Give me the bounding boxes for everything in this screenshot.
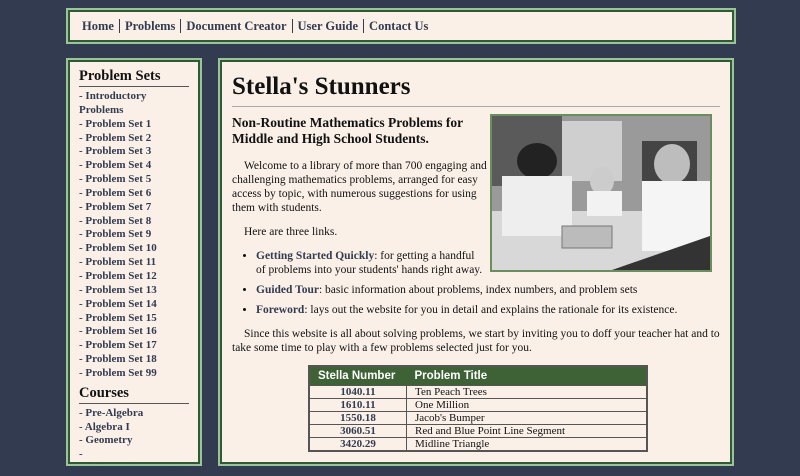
sidebar-item-set-12[interactable]: [79, 270, 190, 284]
sidebar-item-set-5[interactable]: [79, 173, 190, 187]
link-description: : basic information about problems, index numbers, and problem sets: [318, 284, 638, 296]
problem-link[interactable]: 3420.29: [340, 438, 376, 450]
problem-title-cell: Red and Blue Point Line Segment: [407, 425, 648, 438]
sidebar-item-set-7[interactable]: [79, 201, 190, 215]
sidebar-item-set-9[interactable]: [79, 228, 190, 242]
stella-number-cell[interactable]: [309, 386, 407, 399]
sidebar-item-set-10[interactable]: [79, 242, 190, 256]
sidebar-link[interactable]: - Problem Set 4: [79, 159, 152, 172]
sidebar-link[interactable]: - Problem Set 17: [79, 339, 157, 352]
sidebar-item-set-13[interactable]: [79, 284, 190, 298]
nav-document-creator-link[interactable]: Document Creator: [180, 19, 291, 33]
problem-title-cell: Midline Triangle: [407, 438, 648, 452]
sidebar-link[interactable]: - Pre-Algebra: [79, 406, 144, 419]
list-item: [256, 249, 486, 277]
column-header-stella-number: Stella Number: [309, 366, 407, 386]
sidebar-item-set-8[interactable]: [79, 215, 190, 229]
problem-title-cell: Ten Peach Trees: [407, 386, 648, 399]
sidebar-link[interactable]: - Algebra I: [79, 420, 130, 433]
table-row: [309, 412, 647, 425]
photo-image-icon: [492, 116, 710, 270]
table-row: [309, 386, 647, 399]
list-item: [256, 283, 720, 297]
sidebar-link[interactable]: - Problem Set 14: [79, 297, 157, 310]
sidebar-link[interactable]: - Problem Set 3: [79, 145, 152, 158]
stella-number-cell[interactable]: [309, 412, 407, 425]
column-header-problem-title: Problem Title: [407, 366, 648, 386]
top-navigation-bar: [68, 10, 734, 42]
guided-tour-link[interactable]: Guided Tour: [256, 284, 319, 296]
sidebar: [68, 60, 200, 475]
getting-started-link[interactable]: Getting Started Quickly: [256, 250, 375, 262]
sidebar-link[interactable]: - Problem Set 7: [79, 200, 152, 213]
sidebar-link[interactable]: - Problem Set 99: [79, 366, 157, 379]
classroom-photo: [490, 114, 712, 272]
problem-link[interactable]: 1040.11: [340, 386, 376, 398]
links-intro: Here are three links.: [244, 226, 338, 238]
link-description: : for getting a handful of problems into your students' hands right away.: [256, 250, 483, 276]
sidebar-link[interactable]: - Problem Set 11: [79, 256, 157, 269]
sidebar-link[interactable]: - Problem Set 2: [79, 131, 152, 144]
sidebar-item-set-1[interactable]: [79, 118, 190, 132]
sidebar-link[interactable]: - Problem Set 8: [79, 214, 152, 227]
sidebar-item-set-4[interactable]: [79, 159, 190, 173]
page-subtitle: Non-Routine Mathematics Problems for Middle and High School Students.: [232, 115, 463, 146]
sidebar-item-set-16[interactable]: [79, 325, 190, 339]
table-row: [309, 399, 647, 412]
stella-number-cell[interactable]: [309, 438, 407, 452]
sidebar-link[interactable]: - Problem Set 16: [79, 325, 157, 338]
sidebar-link[interactable]: - Problem Set 10: [79, 242, 157, 255]
problem-link[interactable]: 1550.18: [340, 412, 376, 424]
sidebar-link[interactable]: - Problem Set 12: [79, 269, 157, 282]
stella-number-cell[interactable]: [309, 425, 407, 438]
top-nav-links: [82, 19, 433, 34]
sidebar-item-set-2[interactable]: [79, 132, 190, 146]
courses-list: [79, 407, 190, 476]
sidebar-link[interactable]: - Problem Set 15: [79, 311, 157, 324]
problem-sets-list: [79, 90, 190, 381]
stella-number-cell[interactable]: [309, 399, 407, 412]
sidebar-item-pre-algebra[interactable]: [79, 407, 190, 421]
nav-problems-link[interactable]: Problems: [119, 19, 180, 33]
problem-link[interactable]: 3060.51: [340, 425, 376, 437]
list-item: [256, 303, 720, 317]
sidebar-link[interactable]: - Algebra/Trigonometry: [79, 448, 186, 475]
nav-contact-us-link[interactable]: Contact Us: [363, 19, 433, 33]
sidebar-item-geometry[interactable]: [79, 434, 190, 448]
problem-link[interactable]: 1610.11: [340, 399, 376, 411]
table-header-row: [309, 366, 647, 386]
problems-table: [308, 365, 648, 452]
sidebar-item-set-6[interactable]: [79, 187, 190, 201]
table-row: [309, 425, 647, 438]
sidebar-item-set-15[interactable]: [79, 312, 190, 326]
sidebar-item-introductory[interactable]: [79, 90, 190, 118]
sidebar-link[interactable]: - Problem Set 6: [79, 186, 152, 199]
title-divider: [232, 106, 720, 107]
solving-paragraph: Since this website is all about solving problems, we start by inviting you to doff your teacher hat and to take some time to play with a few problems selected just for you.: [232, 328, 720, 354]
sidebar-item-set-17[interactable]: [79, 339, 190, 353]
sidebar-link[interactable]: - Problem Set 5: [79, 173, 152, 186]
sidebar-item-set-11[interactable]: [79, 256, 190, 270]
intro-paragraph: Welcome to a library of more than 700 engaging and challenging mathematics problems, arranged for easy access by topic, with numerous suggestions for using them with students.: [232, 160, 487, 214]
sidebar-link[interactable]: - Problem Set 9: [79, 228, 152, 241]
page-title: Stella's Stunners: [232, 73, 411, 100]
problem-title-cell: One Million: [407, 399, 648, 412]
sidebar-item-algebra-trig[interactable]: [79, 448, 190, 476]
table-row: [309, 438, 647, 452]
sidebar-item-algebra-1[interactable]: [79, 421, 190, 435]
nav-home-link[interactable]: Home: [82, 19, 114, 33]
nav-user-guide-link[interactable]: User Guide: [292, 19, 364, 33]
sidebar-item-set-18[interactable]: [79, 353, 190, 367]
sidebar-link[interactable]: - Problem Set 1: [79, 117, 152, 130]
link-description: : lays out the website for you in detail and explains the rationale for its existence.: [304, 304, 678, 316]
sidebar-item-set-14[interactable]: [79, 298, 190, 312]
sidebar-link[interactable]: - Introductory Problems: [79, 90, 147, 116]
problem-title-cell: Jacob's Bumper: [407, 412, 648, 425]
sidebar-item-set-99[interactable]: [79, 367, 190, 381]
foreword-link[interactable]: Foreword: [256, 304, 305, 316]
courses-heading: Courses: [79, 385, 189, 404]
sidebar-link[interactable]: - Problem Set 13: [79, 283, 157, 296]
main-content: [220, 60, 732, 464]
problem-sets-heading: Problem Sets: [79, 68, 189, 87]
sidebar-link[interactable]: - Geometry: [79, 434, 133, 447]
sidebar-link[interactable]: - Problem Set 18: [79, 353, 157, 366]
sidebar-item-set-3[interactable]: [79, 145, 190, 159]
